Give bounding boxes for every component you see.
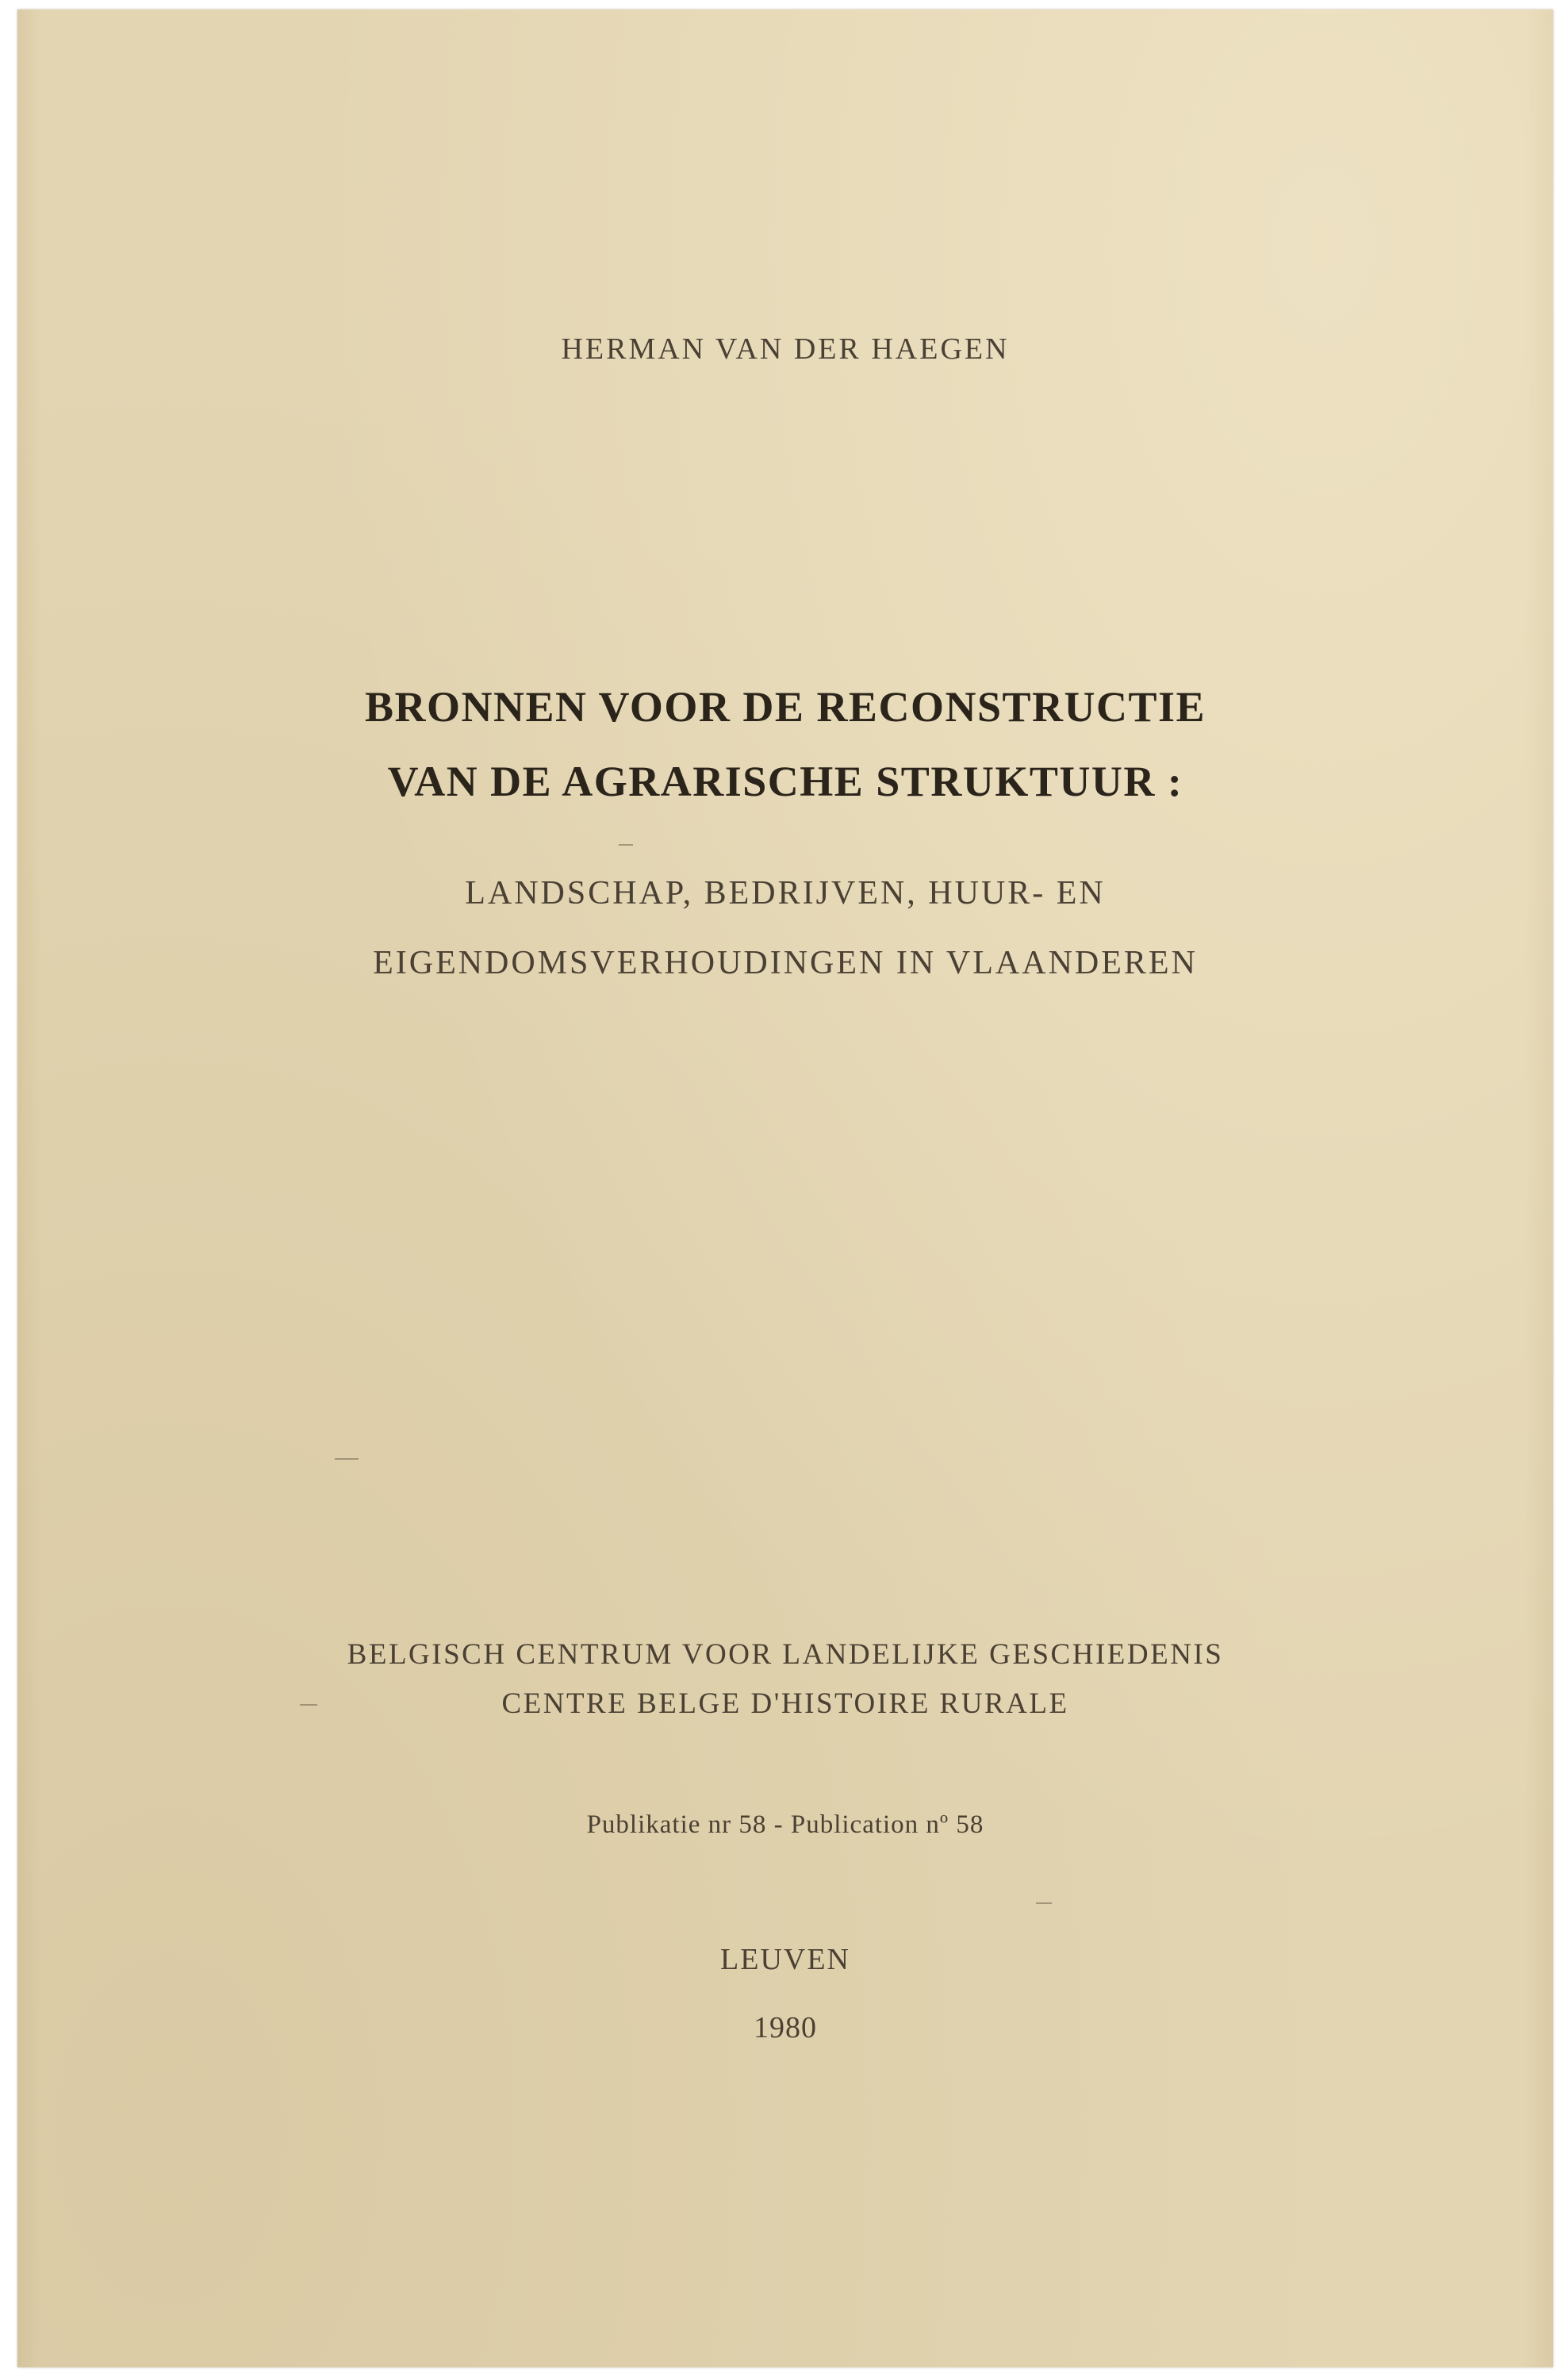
paper-speck xyxy=(619,844,633,846)
subtitle-line-2: EIGENDOMSVERHOUDINGEN IN VLAANDEREN xyxy=(373,945,1198,981)
paper-speck xyxy=(335,1458,359,1460)
book-cover xyxy=(17,10,1553,2367)
title-line-1: BRONNEN VOOR DE RECONSTRUCTIE xyxy=(364,683,1206,731)
publication-year: 1980 xyxy=(754,2011,817,2044)
publication-number: Publikatie nr 58 - Publication nº 58 xyxy=(586,1810,984,1839)
publisher-line-1: BELGISCH CENTRUM VOOR LANDELIJKE GESCHIEDENIS xyxy=(347,1638,1224,1671)
subtitle-line-1: LANDSCHAP, BEDRIJVEN, HUUR- EN xyxy=(465,875,1106,912)
publisher-line-2: CENTRE BELGE D'HISTOIRE RURALE xyxy=(501,1687,1069,1720)
paper-speck xyxy=(300,1704,317,1706)
author-name: HERMAN VAN DER HAEGEN xyxy=(561,332,1010,366)
title-line-2: VAN DE AGRARISCHE STRUKTUUR : xyxy=(387,758,1183,805)
publication-place: LEUVEN xyxy=(720,1943,850,1976)
paper-speck xyxy=(1036,1902,1052,1904)
